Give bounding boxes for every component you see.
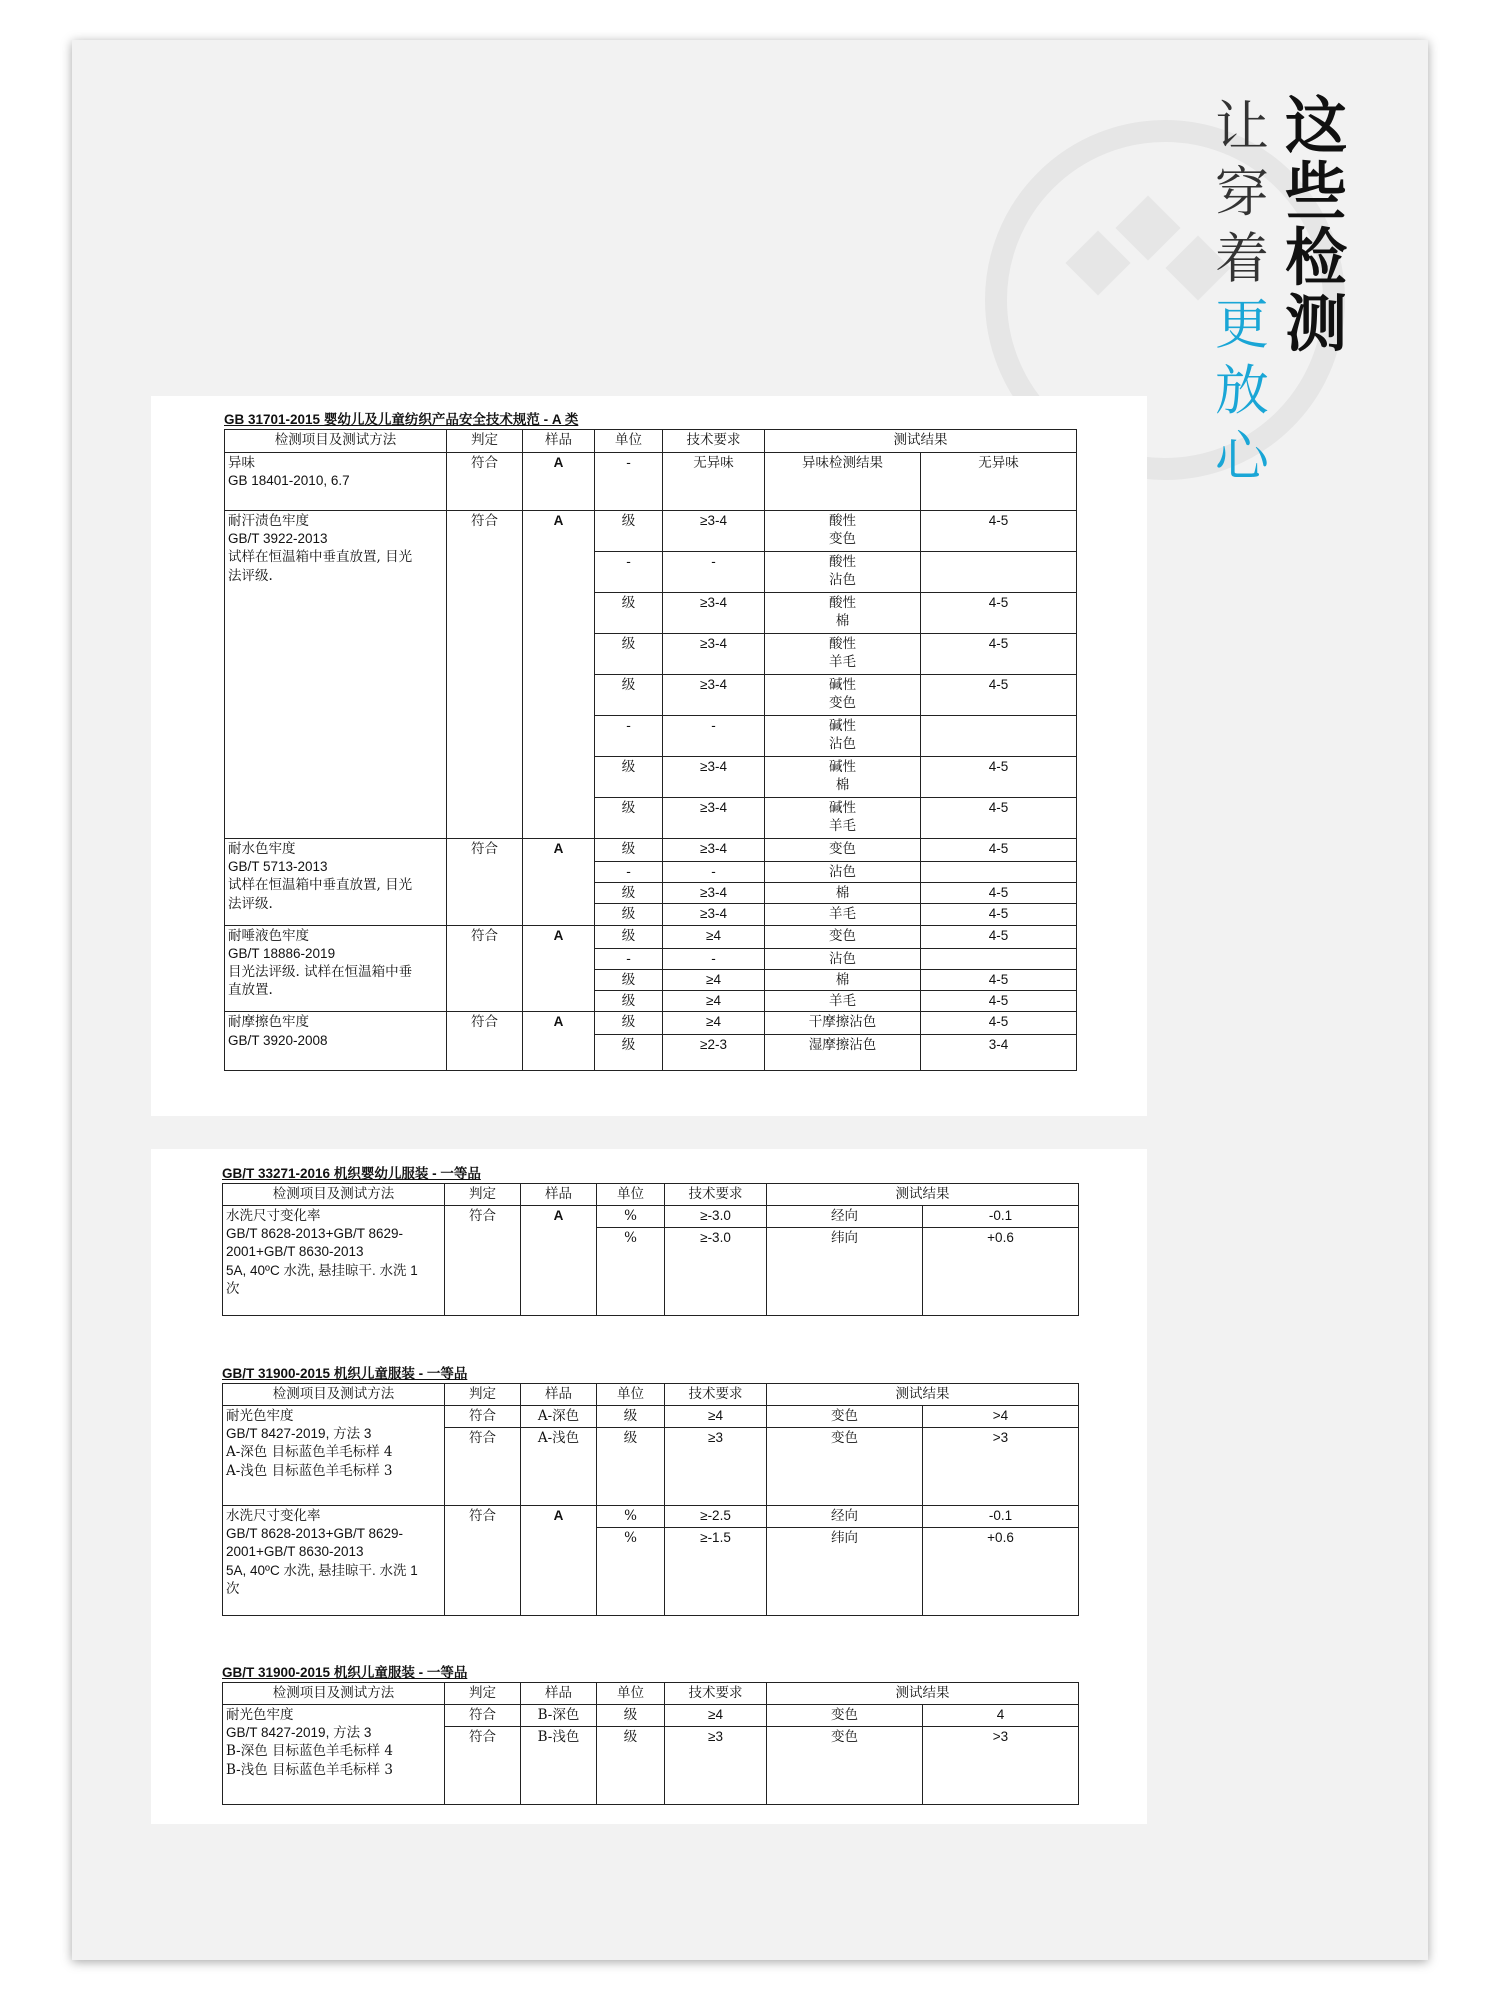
header-unit: 单位	[597, 1184, 665, 1206]
unit: 级	[595, 1035, 663, 1071]
unit: -	[595, 552, 663, 593]
requirement: ≥3-4	[663, 883, 765, 904]
headline-char: 检	[1285, 221, 1348, 294]
result-label-line: 酸性	[829, 513, 856, 529]
headline-char: 些	[1285, 155, 1348, 228]
item-line: GB/T 18886-2019	[228, 945, 336, 961]
result-label-line: 碱性	[829, 677, 856, 693]
result-label	[767, 1428, 923, 1506]
requirement: -	[663, 948, 765, 969]
result-value: 4-5	[921, 883, 1077, 904]
unit: 级	[597, 1406, 665, 1428]
result-label-line: 变色	[831, 1430, 858, 1446]
result-label	[765, 991, 921, 1012]
table-row	[223, 1206, 1079, 1228]
header-unit: 单位	[597, 1683, 665, 1705]
requirement: ≥3-4	[663, 757, 765, 798]
subheadline-char: 心	[1215, 425, 1269, 488]
test-item-method	[225, 1012, 447, 1071]
table-header-row	[223, 1184, 1079, 1206]
result-value: 4-5	[921, 904, 1077, 925]
requirement: ≥3	[665, 1428, 767, 1506]
header-result: 测试结果	[767, 1384, 1079, 1406]
result-label	[765, 675, 921, 716]
item-line: GB/T 3920-2008	[228, 1032, 328, 1048]
test-item-method	[225, 925, 447, 1012]
header-req: 技术要求	[665, 1384, 767, 1406]
item-line: A-深色 目标蓝色羊毛标样 4	[226, 1444, 393, 1461]
item-line: 2001+GB/T 8630-2013	[226, 1544, 364, 1560]
test-item-method	[223, 1506, 445, 1616]
result-value: 4-5	[921, 757, 1077, 798]
result-value: +0.6	[923, 1228, 1079, 1316]
result-value: 4-5	[921, 991, 1077, 1012]
judgement: 符合	[445, 1727, 521, 1805]
unit: 级	[595, 593, 663, 634]
requirement: ≥3-4	[663, 675, 765, 716]
result-label	[765, 948, 921, 969]
result-value: 4-5	[921, 839, 1077, 862]
requirement: -	[663, 716, 765, 757]
header-judge: 判定	[445, 1384, 521, 1406]
result-label	[765, 511, 921, 552]
report-table	[222, 1183, 1079, 1316]
requirement: -	[663, 862, 765, 883]
result-value: +0.6	[923, 1528, 1079, 1616]
item-line: GB/T 3922-2013	[228, 531, 328, 547]
item-line: 2001+GB/T 8630-2013	[226, 1244, 364, 1260]
sample-id: A	[523, 511, 595, 839]
result-label	[767, 1528, 923, 1616]
result-label	[765, 453, 921, 511]
item-line: 水洗尺寸变化率	[226, 1508, 321, 1524]
result-label	[765, 839, 921, 862]
result-value: 4-5	[921, 511, 1077, 552]
result-value	[921, 862, 1077, 883]
table-header-row	[223, 1683, 1079, 1705]
item-line: 试样在恒温箱中垂直放置, 目光	[228, 549, 413, 566]
judgement: 符合	[445, 1705, 521, 1727]
item-line: 耐唾液色牢度	[228, 927, 309, 944]
unit: 级	[595, 991, 663, 1012]
result-value: 4-5	[921, 925, 1077, 948]
unit: 级	[597, 1705, 665, 1727]
result-label-line: 经向	[831, 1508, 858, 1524]
item-line: GB/T 8628-2013+GB/T 8629-	[226, 1526, 403, 1542]
requirement: ≥4	[663, 991, 765, 1012]
judgement: 符合	[445, 1406, 521, 1428]
result-label-line: 沾色	[829, 864, 856, 880]
item-line: GB 18401-2010, 6.7	[228, 473, 350, 489]
result-label	[765, 1035, 921, 1071]
result-label-line: 棉	[835, 777, 850, 794]
test-item-method	[225, 453, 447, 511]
result-label	[765, 757, 921, 798]
subheadline-char: 着	[1215, 227, 1269, 290]
result-value	[921, 716, 1077, 757]
report-table	[222, 1682, 1079, 1805]
unit: -	[595, 716, 663, 757]
result-value: -0.1	[923, 1506, 1079, 1528]
result-label-line: 羊毛	[829, 818, 856, 835]
unit: %	[597, 1228, 665, 1316]
result-value: >3	[923, 1428, 1079, 1506]
result-value: 4	[923, 1705, 1079, 1727]
result-label-line: 酸性	[829, 554, 856, 570]
result-value: 3-4	[921, 1035, 1077, 1071]
report-table	[222, 1383, 1079, 1616]
result-label-line: 湿摩擦沾色	[808, 1037, 877, 1054]
judgement: 符合	[447, 925, 523, 1012]
judgement: 符合	[447, 511, 523, 839]
item-line: GB/T 8427-2019, 方法 3	[226, 1725, 372, 1741]
result-value	[921, 552, 1077, 593]
test-item-method	[225, 839, 447, 926]
table-row	[225, 511, 1077, 552]
result-label-line: 棉	[835, 885, 850, 902]
requirement: ≥3-4	[663, 839, 765, 862]
header-sample: 样品	[521, 1683, 597, 1705]
header-result: 测试结果	[767, 1184, 1079, 1206]
unit: %	[597, 1506, 665, 1528]
requirement: ≥3-4	[663, 904, 765, 925]
result-label-line: 沾色	[829, 736, 856, 753]
unit: %	[597, 1206, 665, 1228]
judgement: 符合	[447, 839, 523, 926]
unit: 级	[595, 798, 663, 839]
requirement: ≥-3.0	[665, 1206, 767, 1228]
subheadline-char: 放	[1215, 359, 1269, 422]
result-value: 4-5	[921, 593, 1077, 634]
item-line: 水洗尺寸变化率	[226, 1208, 321, 1224]
header-sample: 样品	[521, 1184, 597, 1206]
result-label	[765, 716, 921, 757]
unit: 级	[595, 883, 663, 904]
unit: 级	[595, 757, 663, 798]
item-line: B-浅色 目标蓝色羊毛标样 3	[226, 1761, 393, 1778]
header-item: 检测项目及测试方法	[223, 1184, 445, 1206]
unit: 级	[595, 969, 663, 990]
unit: 级	[595, 675, 663, 716]
header-req: 技术要求	[665, 1184, 767, 1206]
result-label-line: 经向	[831, 1208, 858, 1224]
requirement: -	[663, 552, 765, 593]
unit: 级	[595, 634, 663, 675]
unit: 级	[595, 904, 663, 925]
header-item: 检测项目及测试方法	[223, 1384, 445, 1406]
subheadline-char: 更	[1215, 293, 1269, 356]
unit: -	[595, 862, 663, 883]
result-label	[767, 1406, 923, 1428]
table-header-row	[223, 1384, 1079, 1406]
report-table-gb31900-a	[222, 1362, 1079, 1616]
result-label-line: 棉	[835, 613, 850, 630]
result-label-line: 变色	[829, 531, 856, 548]
result-label	[765, 634, 921, 675]
requirement: ≥4	[663, 1012, 765, 1035]
unit: 级	[595, 1012, 663, 1035]
sample-id: A	[523, 839, 595, 926]
item-line: 5A, 40ºC 水洗, 悬挂晾干. 水洗 1	[226, 1262, 418, 1278]
unit: %	[597, 1528, 665, 1616]
report-table-gb33271	[222, 1162, 1079, 1316]
table-row	[225, 453, 1077, 511]
result-label-line: 变色	[829, 927, 856, 944]
item-line: GB/T 8628-2013+GB/T 8629-	[226, 1226, 403, 1242]
header-unit: 单位	[595, 430, 663, 453]
result-label-line: 纬向	[831, 1530, 858, 1546]
table-row	[225, 839, 1077, 862]
unit: 级	[597, 1428, 665, 1506]
item-line: GB/T 5713-2013	[228, 859, 328, 875]
requirement: ≥3	[665, 1727, 767, 1805]
table-row	[223, 1506, 1079, 1528]
sample-id: A	[521, 1506, 597, 1616]
result-value: 4-5	[921, 798, 1077, 839]
result-label	[765, 883, 921, 904]
result-label	[767, 1228, 923, 1316]
unit: -	[595, 453, 663, 511]
requirement: ≥-2.5	[665, 1506, 767, 1528]
header-judge: 判定	[447, 430, 523, 453]
sample-id: A-浅色	[521, 1428, 597, 1506]
result-label-line: 变色	[829, 841, 856, 857]
result-value: 4-5	[921, 1012, 1077, 1035]
result-value: 4-5	[921, 634, 1077, 675]
item-line: 目光法评级. 试样在恒温箱中垂	[228, 964, 413, 981]
judgement: 符合	[447, 1012, 523, 1071]
table-row	[225, 925, 1077, 948]
headline-char: 这	[1285, 89, 1348, 162]
result-label-line: 碱性	[829, 800, 856, 816]
result-label-line: 变色	[831, 1707, 858, 1723]
result-value: >3	[923, 1727, 1079, 1805]
result-label	[765, 1012, 921, 1035]
result-label-line: 羊毛	[829, 993, 856, 1010]
result-label	[765, 798, 921, 839]
item-line: 耐水色牢度	[228, 841, 296, 857]
item-line: 次	[226, 1280, 240, 1297]
report-table-gb31900-b	[222, 1661, 1079, 1805]
result-label	[765, 862, 921, 883]
result-label-line: 干摩擦沾色	[808, 1014, 877, 1031]
headline-sub	[1215, 95, 1269, 496]
item-line: 耐摩擦色牢度	[228, 1014, 309, 1031]
item-line: 耐光色牢度	[226, 1408, 294, 1424]
header-result: 测试结果	[767, 1683, 1079, 1705]
result-value: -0.1	[923, 1206, 1079, 1228]
report-table-gb31701	[224, 408, 1077, 1071]
result-label	[767, 1206, 923, 1228]
judgement: 符合	[447, 453, 523, 511]
item-line: 次	[226, 1580, 240, 1597]
headline-main	[1285, 89, 1348, 360]
sample-id: A	[523, 1012, 595, 1071]
result-label-line: 羊毛	[829, 654, 856, 671]
judgement: 符合	[445, 1506, 521, 1616]
item-line: 耐光色牢度	[226, 1707, 294, 1723]
result-label	[765, 593, 921, 634]
header-req: 技术要求	[665, 1683, 767, 1705]
requirement: ≥3-4	[663, 634, 765, 675]
result-label-line: 变色	[831, 1408, 858, 1424]
requirement: ≥-1.5	[665, 1528, 767, 1616]
test-item-method	[223, 1705, 445, 1805]
subheadline-char: 让	[1215, 95, 1269, 158]
table-title: GB/T 33271-2016 机织婴幼儿服装 - 一等品	[222, 1166, 481, 1181]
sample-id: B-深色	[521, 1705, 597, 1727]
result-value: 无异味	[921, 453, 1077, 511]
result-label-line: 碱性	[829, 759, 856, 775]
sample-id: A	[523, 925, 595, 1012]
result-label	[767, 1506, 923, 1528]
result-label	[767, 1705, 923, 1727]
sample-id: A	[521, 1206, 597, 1316]
result-label-line: 异味检测结果	[802, 455, 883, 471]
requirement: ≥-3.0	[665, 1228, 767, 1316]
result-label	[765, 552, 921, 593]
judgement: 符合	[445, 1428, 521, 1506]
requirement: ≥2-3	[663, 1035, 765, 1071]
result-label-line: 酸性	[829, 595, 856, 611]
result-label	[765, 904, 921, 925]
item-line: B-深色 目标蓝色羊毛标样 4	[226, 1743, 393, 1760]
header-item: 检测项目及测试方法	[223, 1683, 445, 1705]
result-label-line: 羊毛	[829, 906, 856, 923]
subheadline-char: 穿	[1215, 161, 1269, 224]
header-judge: 判定	[445, 1184, 521, 1206]
table-row	[223, 1705, 1079, 1727]
result-label-line: 沾色	[829, 950, 856, 967]
requirement: ≥4	[665, 1406, 767, 1428]
result-value: 4-5	[921, 675, 1077, 716]
table-title: GB 31701-2015 婴幼儿及儿童纺织产品安全技术规范 - A 类	[224, 412, 579, 427]
judgement: 符合	[445, 1206, 521, 1316]
sample-id: A	[523, 453, 595, 511]
result-label-line: 变色	[829, 695, 856, 712]
requirement: ≥3-4	[663, 593, 765, 634]
result-label	[767, 1727, 923, 1805]
result-label-line: 棉	[835, 971, 850, 988]
header-sample: 样品	[523, 430, 595, 453]
report-table	[224, 429, 1077, 1071]
item-line: 耐汗渍色牢度	[228, 513, 309, 529]
unit: -	[595, 948, 663, 969]
table-row	[223, 1406, 1079, 1428]
header-result: 测试结果	[765, 430, 1077, 453]
result-label-line: 沾色	[829, 572, 856, 589]
requirement: ≥4	[663, 925, 765, 948]
item-line: 异味	[228, 455, 255, 471]
item-line: 直放置.	[228, 982, 273, 999]
result-label-line: 碱性	[829, 718, 856, 734]
result-value: >4	[923, 1406, 1079, 1428]
item-line: 5A, 40ºC 水洗, 悬挂晾干. 水洗 1	[226, 1562, 418, 1578]
sample-id: A-深色	[521, 1406, 597, 1428]
header-judge: 判定	[445, 1683, 521, 1705]
item-line: 法评级.	[228, 895, 273, 912]
item-line: GB/T 8427-2019, 方法 3	[226, 1426, 372, 1442]
unit: 级	[595, 925, 663, 948]
result-label	[765, 969, 921, 990]
unit: 级	[595, 511, 663, 552]
headline-char: 测	[1285, 287, 1348, 360]
table-title: GB/T 31900-2015 机织儿童服装 - 一等品	[222, 1665, 468, 1680]
result-label-line: 酸性	[829, 636, 856, 652]
sample-id: B-浅色	[521, 1727, 597, 1805]
requirement: ≥4	[665, 1705, 767, 1727]
result-label	[765, 925, 921, 948]
requirement: ≥3-4	[663, 511, 765, 552]
unit: 级	[595, 839, 663, 862]
header-unit: 单位	[597, 1384, 665, 1406]
header-req: 技术要求	[663, 430, 765, 453]
item-line: 试样在恒温箱中垂直放置, 目光	[228, 877, 413, 894]
test-item-method	[223, 1406, 445, 1506]
item-line: 法评级.	[228, 567, 273, 584]
result-value: 4-5	[921, 969, 1077, 990]
table-header-row	[225, 430, 1077, 453]
requirement: ≥4	[663, 969, 765, 990]
item-line: A-浅色 目标蓝色羊毛标样 3	[226, 1462, 393, 1479]
result-label-line: 纬向	[831, 1230, 858, 1246]
result-value	[921, 948, 1077, 969]
requirement: 无异味	[663, 453, 765, 511]
requirement: ≥3-4	[663, 798, 765, 839]
test-item-method	[225, 511, 447, 839]
test-item-method	[223, 1206, 445, 1316]
table-row	[225, 1012, 1077, 1035]
unit: 级	[597, 1727, 665, 1805]
header-sample: 样品	[521, 1384, 597, 1406]
table-title: GB/T 31900-2015 机织儿童服装 - 一等品	[222, 1366, 468, 1381]
header-item: 检测项目及测试方法	[225, 430, 447, 453]
result-label-line: 变色	[831, 1729, 858, 1745]
